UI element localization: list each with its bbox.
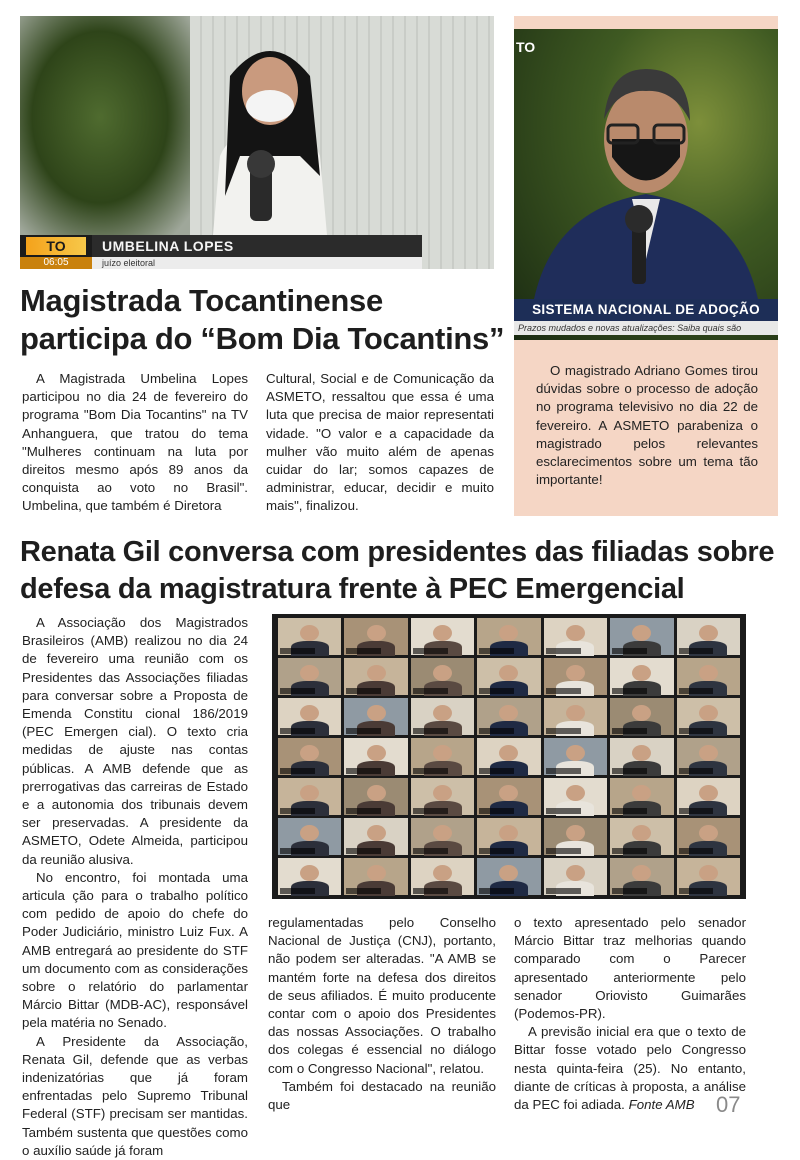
interviewee-name: UMBELINA LOPES bbox=[92, 235, 422, 257]
article1-headline bbox=[20, 282, 510, 358]
article2-paragraph: No encontro, foi montada uma articula ção para o trabalho político com pedido de apoio do chefe do Poder Judiciário, ministro Luiz Fux. A AMB entregará ao presidente do STF um documento com as considerações sobre o relatório do parlamentar Márcio Bittar (MDB-AC), responsável pela matéria no Senado. bbox=[22, 869, 248, 1031]
participant-face bbox=[632, 825, 651, 841]
participant-face bbox=[499, 705, 518, 721]
participant-face bbox=[433, 665, 452, 681]
participant-tile bbox=[677, 658, 740, 695]
participant-name-tag bbox=[346, 888, 381, 894]
participant-name-tag bbox=[679, 728, 714, 734]
participant-name-tag bbox=[546, 688, 581, 694]
article1-paragraph: Cultural, Social e de Comunicação da ASMETO, ressaltou que essa é uma luta que precisa de maior representati vidade. "O valor e a capacidade da mulher vão muito além de apenas cuidar do lar; somos capazes de administrar, educar, decidir e muito mais", finalizou. bbox=[266, 371, 494, 514]
participant-face bbox=[699, 785, 718, 801]
participant-tile bbox=[477, 738, 540, 775]
article2-column1 bbox=[22, 614, 248, 1160]
participant-tile bbox=[344, 738, 407, 775]
participant-tile bbox=[544, 618, 607, 655]
source-credit: Fonte AMB bbox=[628, 1097, 695, 1113]
participant-name-tag bbox=[679, 648, 714, 654]
channel-badge bbox=[20, 235, 92, 269]
participant-tile bbox=[677, 778, 740, 815]
participant-name-tag bbox=[413, 888, 448, 894]
participant-face bbox=[632, 705, 651, 721]
participant-face bbox=[300, 625, 319, 641]
article1-column2 bbox=[266, 370, 494, 516]
participant-tile bbox=[344, 778, 407, 815]
participant-name-tag bbox=[280, 648, 315, 654]
participant-face bbox=[566, 745, 585, 761]
article2-headline-line2: defesa da magistratura frente à PEC Emergencial bbox=[20, 573, 685, 605]
participant-name-tag bbox=[612, 648, 647, 654]
participant-face bbox=[632, 785, 651, 801]
participant-tile bbox=[344, 618, 407, 655]
participant-face bbox=[499, 785, 518, 801]
page-number: 07 bbox=[716, 1092, 741, 1117]
participant-name-tag bbox=[479, 888, 514, 894]
article2-paragraph: A Associação dos Magistrados Brasileiros (AMB) realizou no dia 24 de fevereiro uma reunião com os Presidentes das Associações filiadas para conversar sobre a Proposta de Emenda Constitu cional 186/2019 (PEC Emergen cial). O texto cria medidas de ajuste nas contas públicas. A AMB defende que as prerrogativas das carreiras de Estado e a autonomia dos tribunais devem ser preservadas. A presidente da ASMETO, Odete Almeida, participou da reunião alusiva. bbox=[22, 615, 248, 867]
participant-face bbox=[566, 825, 585, 841]
article1-headline-line1: Magistrada Tocantinense bbox=[20, 283, 383, 318]
participant-name-tag bbox=[612, 848, 647, 854]
participant-face bbox=[367, 625, 386, 641]
participant-face bbox=[566, 705, 585, 721]
participant-name-tag bbox=[546, 848, 581, 854]
participant-face bbox=[566, 625, 585, 641]
tv-lower-third bbox=[20, 235, 494, 269]
participant-face bbox=[367, 705, 386, 721]
participant-face bbox=[699, 665, 718, 681]
participant-tile bbox=[477, 818, 540, 855]
participant-name-tag bbox=[612, 688, 647, 694]
participant-name-tag bbox=[679, 688, 714, 694]
participant-face bbox=[499, 745, 518, 761]
participant-face bbox=[433, 625, 452, 641]
article2-paragraph: A Presidente da Associação, Renata Gil, defende que as verbas indenizatórias que já foram enfrentadas pelo Supremo Tribunal Federal (STF) precisam ser mantidas. Também sustenta que questões como o auxílio saúde já foram bbox=[22, 1033, 248, 1158]
article2-closing-text: A previsão inicial era que o texto de Bittar fosse votado pelo Congresso nesta quinta-feira (25). No entanto, diante de críticas à proposta, a análise da PEC foi adiada. bbox=[514, 1024, 746, 1113]
participant-name-tag bbox=[413, 688, 448, 694]
participant-name-tag bbox=[546, 648, 581, 654]
participant-tile bbox=[544, 858, 607, 895]
participant-name-tag bbox=[280, 848, 315, 854]
photo-caption-text bbox=[536, 362, 758, 489]
participant-name-tag bbox=[280, 888, 315, 894]
participant-face bbox=[433, 785, 452, 801]
participant-face bbox=[499, 665, 518, 681]
participant-grid bbox=[278, 618, 740, 895]
participant-face bbox=[367, 785, 386, 801]
participant-tile bbox=[278, 698, 341, 735]
participant-tile bbox=[278, 658, 341, 695]
participant-name-tag bbox=[479, 848, 514, 854]
participant-name-tag bbox=[612, 728, 647, 734]
participant-tile bbox=[544, 818, 607, 855]
participant-name-tag bbox=[346, 808, 381, 814]
participant-face bbox=[499, 865, 518, 881]
participant-name-tag bbox=[280, 688, 315, 694]
participant-tile bbox=[677, 698, 740, 735]
participant-tile bbox=[477, 658, 540, 695]
participant-tile bbox=[278, 818, 341, 855]
participant-name-tag bbox=[612, 888, 647, 894]
tv-subheadline-band: Prazos mudados e novas atualizações: Saiba quais são bbox=[514, 321, 778, 335]
participant-face bbox=[433, 865, 452, 881]
participant-tile bbox=[544, 658, 607, 695]
article2-paragraph bbox=[514, 1023, 746, 1114]
participant-tile bbox=[610, 738, 673, 775]
participant-name-tag bbox=[546, 808, 581, 814]
tv-headline-band: SISTEMA NACIONAL DE ADOÇÃO bbox=[514, 299, 778, 321]
participant-face bbox=[499, 825, 518, 841]
participant-name-tag bbox=[546, 888, 581, 894]
participant-face bbox=[300, 825, 319, 841]
participant-tile bbox=[411, 858, 474, 895]
participant-tile bbox=[477, 698, 540, 735]
participant-face bbox=[367, 865, 386, 881]
participant-face bbox=[300, 705, 319, 721]
interviewee-role: juízo eleitoral bbox=[92, 257, 422, 269]
participant-tile bbox=[411, 658, 474, 695]
participant-face bbox=[433, 825, 452, 841]
participant-name-tag bbox=[346, 648, 381, 654]
participant-tile bbox=[278, 618, 341, 655]
participant-name-tag bbox=[346, 688, 381, 694]
participant-tile bbox=[610, 658, 673, 695]
participant-name-tag bbox=[679, 768, 714, 774]
participant-tile bbox=[278, 738, 341, 775]
participant-name-tag bbox=[479, 768, 514, 774]
participant-tile bbox=[278, 858, 341, 895]
participant-face bbox=[367, 825, 386, 841]
participant-name-tag bbox=[346, 848, 381, 854]
participant-name-tag bbox=[280, 768, 315, 774]
channel-logo: TO bbox=[26, 237, 86, 255]
article2-column3 bbox=[514, 914, 746, 1114]
participant-face bbox=[367, 745, 386, 761]
participant-tile bbox=[411, 738, 474, 775]
participant-name-tag bbox=[546, 768, 581, 774]
participant-tile bbox=[610, 778, 673, 815]
participant-face bbox=[499, 625, 518, 641]
participant-face bbox=[566, 665, 585, 681]
participant-name-tag bbox=[413, 848, 448, 854]
article2-paragraph: Também foi destacado na reunião que bbox=[268, 1078, 496, 1113]
tv-screenshot-adriano bbox=[514, 29, 778, 340]
participant-tile bbox=[477, 858, 540, 895]
participant-tile bbox=[677, 738, 740, 775]
participant-tile bbox=[677, 618, 740, 655]
participant-name-tag bbox=[479, 648, 514, 654]
participant-tile bbox=[344, 818, 407, 855]
participant-face bbox=[300, 745, 319, 761]
participant-name-tag bbox=[479, 688, 514, 694]
participant-name-tag bbox=[413, 768, 448, 774]
participant-face bbox=[433, 745, 452, 761]
participant-tile bbox=[544, 778, 607, 815]
participant-tile bbox=[411, 778, 474, 815]
participant-name-tag bbox=[479, 808, 514, 814]
participant-face bbox=[632, 745, 651, 761]
participant-tile bbox=[344, 658, 407, 695]
participant-tile bbox=[610, 698, 673, 735]
participant-tile bbox=[544, 698, 607, 735]
participant-tile bbox=[677, 818, 740, 855]
participant-name-tag bbox=[280, 808, 315, 814]
article2-headline bbox=[20, 534, 780, 608]
participant-name-tag bbox=[413, 648, 448, 654]
channel-logo: TO bbox=[516, 39, 536, 55]
caption-top-band bbox=[514, 16, 778, 29]
participant-face bbox=[632, 865, 651, 881]
caption-paragraph: O magistrado Adriano Gomes tirou dúvidas sobre o processo de adoção no programa televisivo no dia 22 de fevereiro. A ASMETO parabeniza o magistrado pelos relevantes esclarecimentos sobre um tema tão importante! bbox=[536, 363, 758, 488]
article2-paragraph: o texto apresentado pelo senador Márcio Bittar traz melhorias quando comparado com o Parecer apresentado anteriormente pelo senador Oriovisto Guimarães (Podemos-PR). bbox=[514, 915, 746, 1022]
participant-face bbox=[566, 785, 585, 801]
participant-name-tag bbox=[612, 808, 647, 814]
participant-name-tag bbox=[346, 728, 381, 734]
participant-name-tag bbox=[612, 768, 647, 774]
participant-face bbox=[699, 625, 718, 641]
participant-tile bbox=[411, 818, 474, 855]
article1-column1 bbox=[22, 370, 248, 516]
video-conference-screenshot bbox=[272, 614, 746, 899]
participant-tile bbox=[477, 618, 540, 655]
participant-face bbox=[699, 705, 718, 721]
participant-face bbox=[300, 665, 319, 681]
participant-tile bbox=[677, 858, 740, 895]
article2-column2 bbox=[268, 914, 496, 1114]
participant-tile bbox=[477, 778, 540, 815]
participant-tile bbox=[610, 858, 673, 895]
interviewee-figure bbox=[514, 29, 778, 299]
participant-tile bbox=[544, 738, 607, 775]
broadcast-time: 06:05 bbox=[20, 257, 92, 269]
participant-name-tag bbox=[679, 888, 714, 894]
participant-tile bbox=[411, 698, 474, 735]
participant-tile bbox=[278, 778, 341, 815]
participant-name-tag bbox=[479, 728, 514, 734]
article1-headline-line2: participa do “Bom Dia Tocantins” bbox=[20, 321, 505, 356]
participant-name-tag bbox=[346, 768, 381, 774]
article1-paragraph: A Magistrada Umbelina Lopes participou no dia 24 de fevereiro do programa "Bom Dia Tocantins" na TV Anhanguera, que tratou do tema "Mulheres continuam na luta por direitos mesmo após 89 anos da conquista ao voto no Brasil". Umbelina, que também é Diretora bbox=[22, 371, 248, 514]
participant-face bbox=[699, 865, 718, 881]
participant-name-tag bbox=[413, 808, 448, 814]
photo-caption-box bbox=[514, 340, 778, 516]
participant-face bbox=[632, 665, 651, 681]
participant-name-tag bbox=[679, 848, 714, 854]
participant-tile bbox=[411, 618, 474, 655]
participant-tile bbox=[610, 618, 673, 655]
participant-face bbox=[566, 865, 585, 881]
participant-name-tag bbox=[280, 728, 315, 734]
participant-name-tag bbox=[546, 728, 581, 734]
article2-headline-line1: Renata Gil conversa com presidentes das filiadas sobre bbox=[20, 536, 775, 568]
participant-face bbox=[699, 825, 718, 841]
participant-name-tag bbox=[679, 808, 714, 814]
participant-face bbox=[699, 745, 718, 761]
participant-tile bbox=[610, 818, 673, 855]
participant-face bbox=[632, 625, 651, 641]
participant-face bbox=[433, 705, 452, 721]
article2-paragraph: regulamentadas pelo Conselho Nacional de Justiça (CNJ), portanto, não podem ser alteradas. "A AMB se mantém forte na defesa dos direitos de seus afiliados. É muito producente contar com o apoio dos Presidentes das nossas Associações. O trabalho dos colegas é essencial no diálogo com o Congresso Nacional", relatou. bbox=[268, 915, 496, 1076]
participant-tile bbox=[344, 698, 407, 735]
participant-tile bbox=[344, 858, 407, 895]
participant-face bbox=[300, 865, 319, 881]
participant-face bbox=[300, 785, 319, 801]
participant-name-tag bbox=[413, 728, 448, 734]
tv-screenshot-umbelina bbox=[20, 16, 494, 269]
participant-face bbox=[367, 665, 386, 681]
